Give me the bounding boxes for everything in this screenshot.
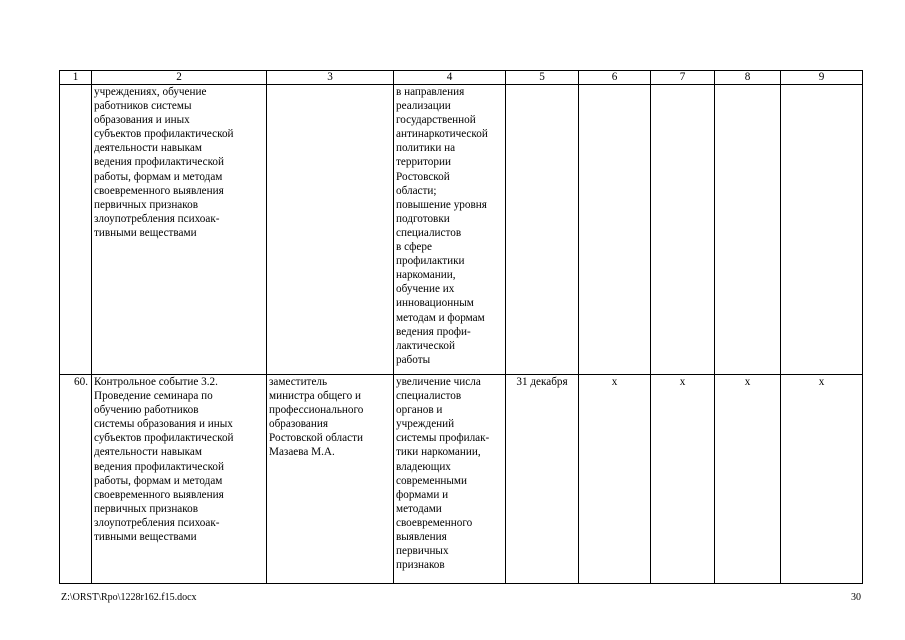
header-cell-5: 5	[506, 71, 579, 85]
header-cell-4: 4	[394, 71, 506, 85]
row-number-cell: 60.	[60, 375, 92, 584]
deadline-cell: 31 декабря	[506, 375, 579, 584]
column-7-cell: х	[651, 375, 715, 584]
header-cell-8: 8	[715, 71, 781, 85]
footer-file-path: Z:\ORST\Rpo\1228r162.f15.docx	[61, 592, 197, 603]
column-6-cell: х	[579, 375, 651, 584]
responsible-cell: заместитель министра общего и профессионального образования Ростовской области Мазаева М.А.	[267, 375, 394, 584]
header-cell-1: 1	[60, 71, 92, 85]
column-8-cell	[715, 85, 781, 375]
row-number-cell	[60, 85, 92, 375]
deadline-cell	[506, 85, 579, 375]
plan-table	[59, 70, 863, 584]
table-row	[60, 375, 863, 584]
column-9-cell: х	[781, 375, 863, 584]
table-row	[60, 85, 863, 375]
header-cell-3: 3	[267, 71, 394, 85]
column-7-cell	[651, 85, 715, 375]
responsible-cell	[267, 85, 394, 375]
table-header-row	[60, 71, 863, 85]
page-number: 30	[851, 592, 861, 603]
header-cell-7: 7	[651, 71, 715, 85]
column-9-cell	[781, 85, 863, 375]
expected-result-cell: в направления реализации государственной антинаркотической политики на территории Ростовской области; повышение уровня подготовки специалистов в сфере профилактики наркомании, обучение их инновационным методам и формам ведения профи- лактической работы	[394, 85, 506, 375]
header-cell-9: 9	[781, 71, 863, 85]
expected-result-cell: увеличение числа специалистов органов и учреждений системы профилак- тики наркомании, владеющих современными формами и методами своевременного выявления первичных признаков	[394, 375, 506, 584]
header-cell-2: 2	[92, 71, 267, 85]
event-description-cell: Контрольное событие 3.2. Проведение семинара по обучению работников системы образования и иных субъектов профилактической деятельности навыкам ведения профилактической работы, формам и методам своевременного выявления первичных признаков злоупотребления психоак- тивными веществами	[92, 375, 267, 584]
header-cell-6: 6	[579, 71, 651, 85]
event-description-cell: учреждениях, обучение работников системы образования и иных субъектов профилактической деятельности навыкам ведения профилактической работы, формам и методам своевременного выявления первичных признаков злоупотребления психоак- тивными веществами	[92, 85, 267, 375]
column-8-cell: х	[715, 375, 781, 584]
column-6-cell	[579, 85, 651, 375]
